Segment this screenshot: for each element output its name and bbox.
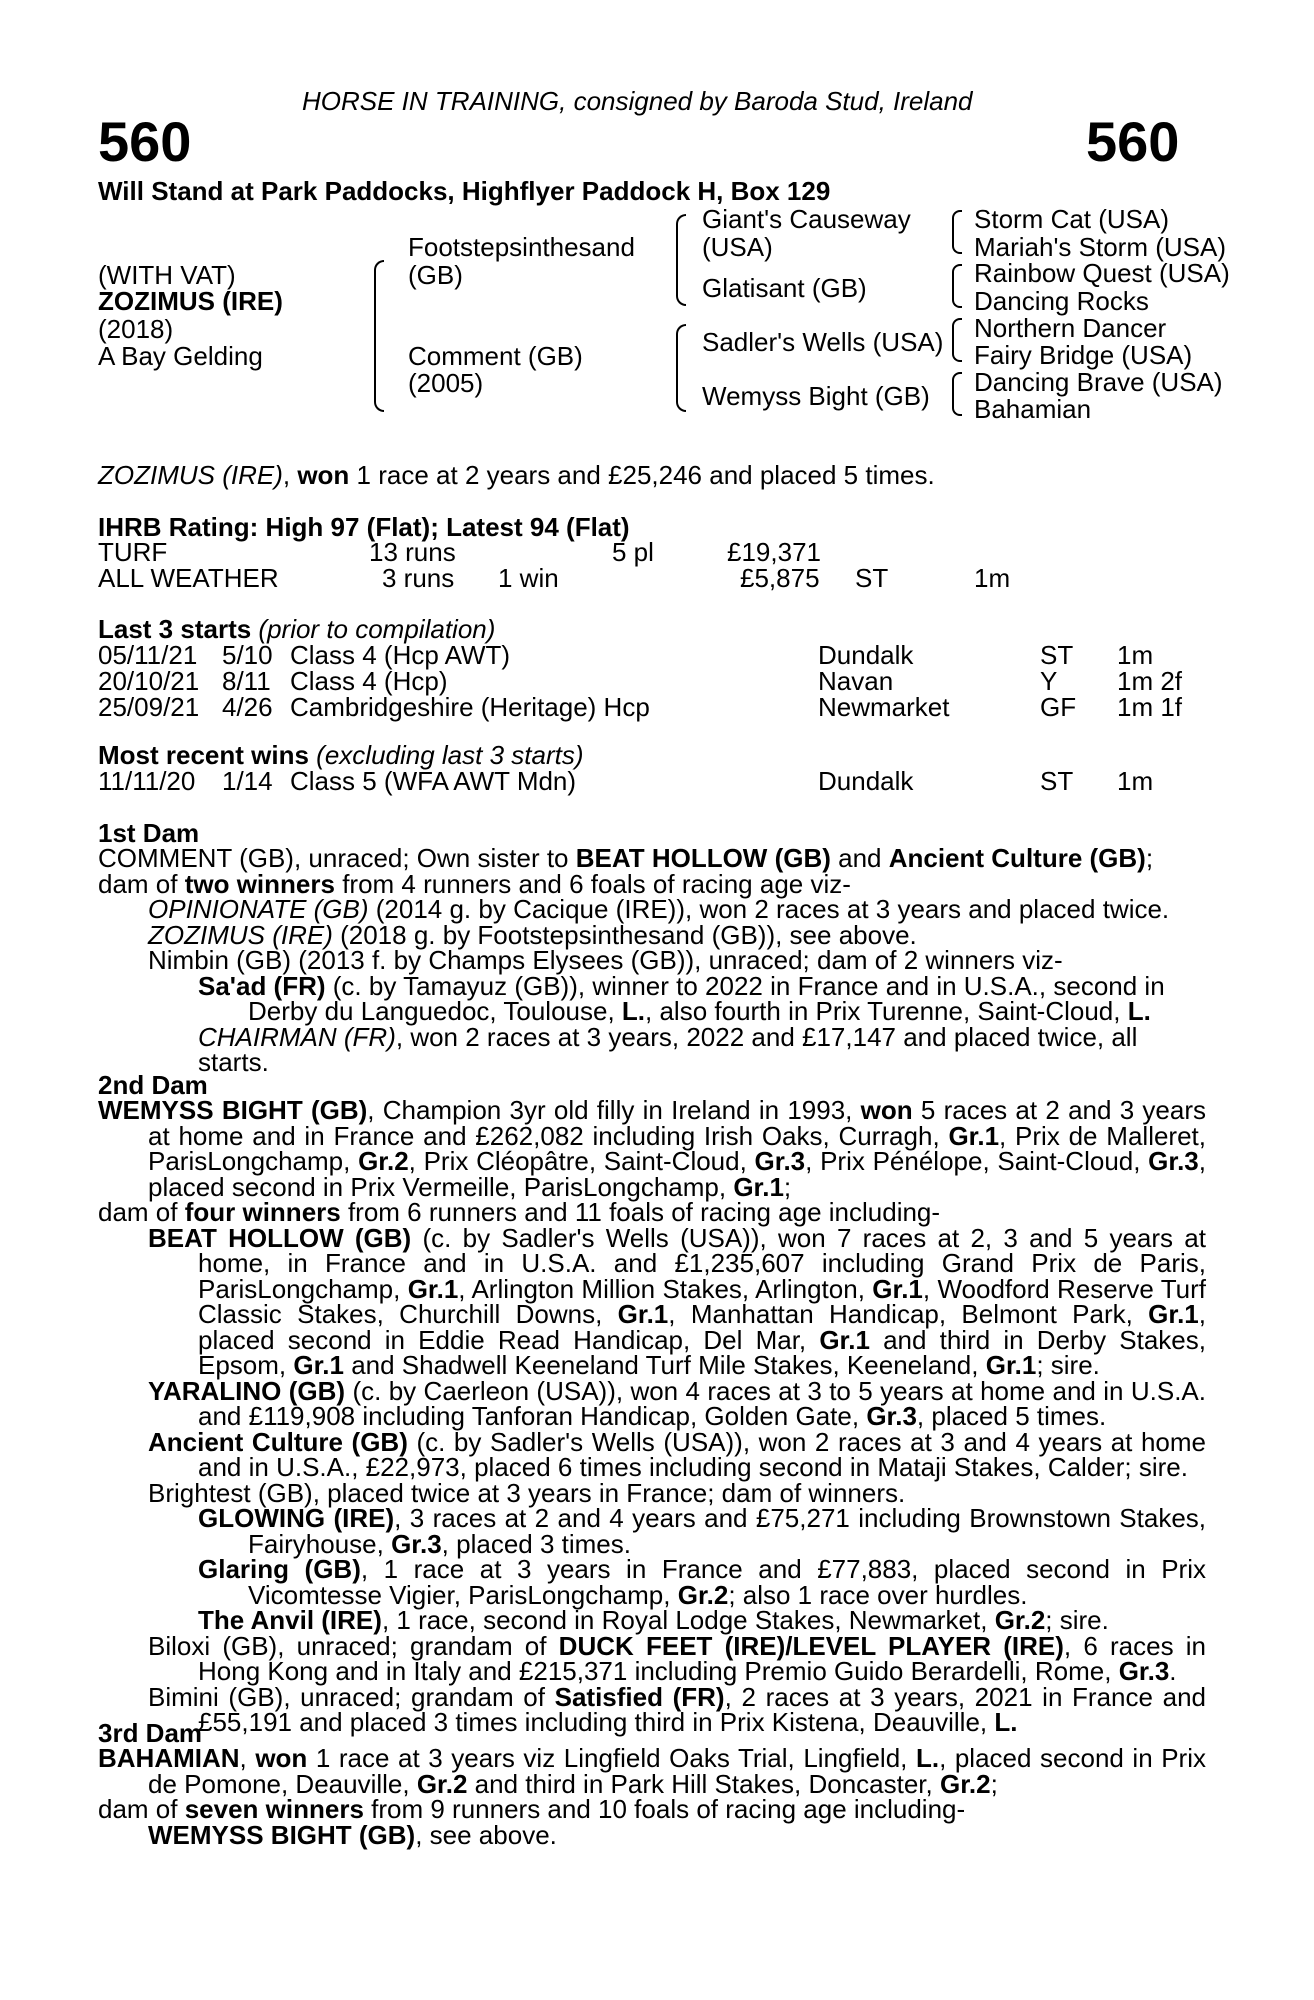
pedigree-brace xyxy=(374,260,384,412)
rating-distance: 1m xyxy=(974,563,1011,593)
row-course: Dundalk xyxy=(818,766,914,796)
progeny-ancient-culture: Ancient Culture (GB) (c. by Sadler's Wells (USA)), won 2 races at 3 and 4 years at home and in U.S.A., £22,973, placed 6 times including second in Mataji Stakes, Calder; sire. xyxy=(148,1426,1207,1482)
rating-surface: ALL WEATHER xyxy=(98,563,279,593)
sds: Rainbow Quest (USA) xyxy=(974,258,1230,288)
row-pos: 1/14 xyxy=(222,766,273,796)
ddd: Bahamian xyxy=(974,394,1092,424)
row-date: 05/11/21 xyxy=(98,640,198,670)
rating-money: £19,371 xyxy=(727,537,821,567)
progeny-biloxi: Biloxi (GB), unraced; grandam of DUCK FEET (IRE)/LEVEL PLAYER (IRE), 6 races in Hong Kong and in Italy and £215,371 including Premio Guido Berardelli, Rome, Gr.3. xyxy=(148,1630,1206,1686)
last-starts-note: (prior to compilation) xyxy=(258,614,496,644)
horse-name: ZOZIMUS (IRE) xyxy=(98,286,283,316)
row-distance: 1m xyxy=(1117,766,1154,796)
row-date: 20/10/21 xyxy=(98,666,200,696)
row-distance: 1m xyxy=(1117,640,1154,670)
pedigree-brace xyxy=(952,318,962,362)
row-going: ST xyxy=(1040,640,1074,670)
rating-runs: 13 runs xyxy=(369,537,456,567)
row-going: Y xyxy=(1040,666,1058,696)
last-starts-title: Last 3 starts xyxy=(98,614,252,644)
sss: Storm Cat (USA) xyxy=(974,204,1170,234)
sire-dam: Glatisant (GB) xyxy=(702,273,867,303)
second-dam-section: WEMYSS BIGHT (GB), Champion 3yr old filly in Ireland in 1993, won 5 races at 2 and 3 years at home and in France and £262,082 including Irish Oaks, Curragh, Gr.1, Prix de Malleret, ParisLongchamp, Gr.2, Prix Cléopâtre, Saint-Cloud, Gr.3, Prix Pénélope, Saint-Cloud, Gr.3, placed second in Prix Vermeille, ParisLongchamp, Gr.1; dam of four winners from 6 runners and 11 foals of racing age including- BEAT HOLLOW (GB) (c. by Sadler's Wells (USA)), won 7 races at 2, 3 and 5 years at home, in France and in U.S.A. and £1,235,607 including Grand Prix de Paris, ParisLongchamp, Gr.1, Arlington Million Stakes, Arlington, Gr.1, Woodford Reserve Turf Classic Stakes, Churchill Downs, Gr.1, Manhattan Handicap, Belmont Park, Gr.1, placed second in Eddie Read Handicap, Del Mar, Gr.1 and third in Derby Stakes, Epsom, Gr.1 and Shadwell Keeneland Turf Mile Stakes, Keeneland, Gr.1; sire. YARALINO (GB) (c. by Caerleon (USA)), won 4 races at 3 to 5 years at home and in U.S.A. and £119,908 including Tanforan Handicap, Golden Gate, Gr.3, placed 5 times. Ancient Culture (GB) (c. by Sadler's Wells (USA)), won 2 races at 3 and 4 years at home and in U.S.A., £22,973, placed 6 times including second in Mataji Stakes, Calder; sire. Brightest (GB), placed twice at 3 years in France; dam of winners. GLOWING (IRE), 3 races at 2 and 4 years and £75,271 including Brownstown Stakes, Fairyhouse, Gr.3, placed 3 times. Glaring (GB), 1 race at 3 years in France and £77,883, placed second in Prix Vicomtesse Vigier, ParisLongchamp, Gr.2; also 1 race over hurdles. The Anvil (IRE), 1 race, second in Royal Lodge Stakes, Newmarket, Gr.2; sire. Biloxi (GB), unraced; grandam of DUCK FEET (IRE)/LEVEL PLAYER (IRE), 6 races in Hong Kong and in Italy and £215,371 including Premio Guido Berardelli, Rome, Gr.3. Bimini (GB), unraced; grandam of Satisfied (FR), 2 races at 3 years, 2021 in France and £55,191 and placed 3 times including third in Prix Kistena, Deauville, L. xyxy=(98,1095,1207,1737)
summary-text: 1 race at 2 years and £25,246 and placed 5 times. xyxy=(349,460,935,490)
row-distance: 1m 1f xyxy=(1117,692,1183,722)
recent-wins-title: Most recent wins xyxy=(98,740,309,770)
sdd: Dancing Rocks xyxy=(974,286,1149,316)
second-dam-record: WEMYSS BIGHT (GB), Champion 3yr old filly in Ireland in 1993, won 5 races at 2 and 3 years at home and in France and £262,082 including Irish Oaks, Curragh, Gr.1, Prix de Malleret, ParisLongchamp, Gr.2, Prix Cléopâtre, Saint-Cloud, Gr.3, Prix Pénélope, Saint-Cloud, Gr.3, placed second in Prix Vermeille, ParisLongchamp, Gr.1; xyxy=(98,1095,1206,1202)
progeny-glaring: Glaring (GB), 1 race at 3 years in France and £77,883, placed second in Prix Vicomtesse Vigier, ParisLongchamp, Gr.2; also 1 race over hurdles. xyxy=(198,1554,1206,1610)
page-header-title: HORSE IN TRAINING, consigned by Baroda Stud, Ireland xyxy=(302,86,973,116)
row-going: GF xyxy=(1040,692,1077,722)
sire-suffix: (GB) xyxy=(408,260,463,290)
row-course: Newmarket xyxy=(818,692,950,722)
dam-dam: Wemyss Bight (GB) xyxy=(702,381,930,411)
race-summary: ZOZIMUS (IRE), won 1 race at 2 years and £25,246 and placed 5 times. xyxy=(98,460,935,490)
rating-going: ST xyxy=(855,563,889,593)
pedigree-brace xyxy=(952,210,962,254)
row-race: Class 5 (WFA AWT Mdn) xyxy=(290,766,577,796)
dam-suffix: (2005) xyxy=(408,368,484,398)
third-dam-title: 3rd Dam xyxy=(98,1718,203,1748)
row-distance: 1m 2f xyxy=(1117,666,1183,696)
row-race: Cambridgeshire (Heritage) Hcp xyxy=(290,692,650,722)
rating-placed: 5 pl xyxy=(612,537,654,567)
row-going: ST xyxy=(1040,766,1074,796)
third-dam-section: BAHAMIAN, won 1 race at 3 years viz Lingfield Oaks Trial, Lingfield, L., placed second in Prix de Pomone, Deauville, Gr.2 and third in Park Hill Stakes, Doncaster, Gr.2; dam of seven winners from 9 runners and 10 foals of racing age including- WEMYSS BIGHT (GB), see above. xyxy=(98,1743,1206,1850)
location: Will Stand at Park Paddocks, Highflyer Paddock H, Box 129 xyxy=(98,176,831,206)
first-dam-section: COMMENT (GB), unraced; Own sister to BEAT HOLLOW (GB) and Ancient Culture (GB); dam of two winners from 4 runners and 6 foals of racing age viz- OPINIONATE (GB) (2014 g. by Cacique (IRE)), won 2 races at 3 years and placed twice. ZOZIMUS (IRE) (2018 g. by Footstepsinthesand (GB)), see above. Nimbin (GB) (2013 f. by Champs Elysees (GB)), unraced; dam of 2 winners viz- Sa'ad (FR) (c. by Tamayuz (GB)), winner to 2022 in France and in U.S.A., second in Derby du Languedoc, Toulouse, L., also fourth in Prix Turenne, Saint-Cloud, L. CHAIRMAN (FR), won 2 races at 3 years, 2022 and £17,147 and placed twice, all starts. xyxy=(98,843,1170,1077)
recent-wins-heading xyxy=(98,742,584,768)
vat-label: (WITH VAT) xyxy=(98,260,236,290)
dds: Dancing Brave (USA) xyxy=(974,367,1223,397)
progeny-beat-hollow: BEAT HOLLOW (GB) (c. by Sadler's Wells (USA)), won 7 races at 2, 3 and 5 years at home, in France and in U.S.A. and £1,235,607 including Grand Prix de Paris, ParisLongchamp, Gr.1, Arlington Million Stakes, Arlington, Gr.1, Woodford Reserve Turf Classic Stakes, Churchill Downs, Gr.1, Manhattan Handicap, Belmont Park, Gr.1, placed second in Eddie Read Handicap, Del Mar, Gr.1 and third in Derby Stakes, Epsom, Gr.1 and Shadwell Keeneland Turf Mile Stakes, Keeneland, Gr.1; sire. xyxy=(148,1222,1207,1380)
progeny-the-anvil: The Anvil (IRE), 1 race, second in Royal Lodge Stakes, Newmarket, Gr.2; sire. xyxy=(198,1605,1109,1635)
row-date: 25/09/21 xyxy=(98,692,200,722)
dam-sire: Sadler's Wells (USA) xyxy=(702,327,944,357)
ssd: Mariah's Storm (USA) xyxy=(974,232,1227,262)
sire-sire: Giant's Causeway xyxy=(702,204,911,234)
pedigree-brace xyxy=(676,324,686,412)
recent-wins-note: (excluding last 3 starts) xyxy=(316,740,584,770)
rating-title: IHRB Rating: High 97 (Flat); Latest 94 (Flat) xyxy=(98,512,630,542)
summary-name: ZOZIMUS (IRE) xyxy=(98,460,283,490)
lot-number-left: 560 xyxy=(98,110,192,173)
rating-money: £5,875 xyxy=(740,563,820,593)
dsd: Fairy Bridge (USA) xyxy=(974,340,1193,370)
row-course: Dundalk xyxy=(818,640,914,670)
pedigree-brace xyxy=(952,372,962,416)
rating-runs: 3 runs xyxy=(382,563,455,593)
row-pos: 4/26 xyxy=(222,692,273,722)
row-race: Class 4 (Hcp) xyxy=(290,666,448,696)
second-dam-title: 2nd Dam xyxy=(98,1070,208,1100)
row-pos: 8/11 xyxy=(222,666,271,696)
horse-year: (2018) xyxy=(98,314,174,344)
sire: Footstepsinthesand xyxy=(408,232,635,262)
dam: Comment (GB) xyxy=(408,341,583,371)
third-dam-record: BAHAMIAN, won 1 race at 3 years viz Lingfield Oaks Trial, Lingfield, L., placed second in Prix de Pomone, Deauville, Gr.2 and third in Park Hill Stakes, Doncaster, Gr.2; xyxy=(98,1743,1206,1799)
row-course: Navan xyxy=(818,666,894,696)
summary-won: won xyxy=(297,460,350,490)
progeny-yaralino: YARALINO (GB) (c. by Caerleon (USA)), won 4 races at 3 to 5 years at home and in U.S.A. and £119,908 including Tanforan Handicap, Golden Gate, Gr.3, placed 5 times. xyxy=(148,1375,1206,1431)
row-date: 11/11/20 xyxy=(98,766,196,796)
progeny-glowing: GLOWING (IRE), 3 races at 2 and 4 years and £75,271 including Brownstown Stakes, Fairyhouse, Gr.3, placed 3 times. xyxy=(198,1503,1206,1559)
first-dam-title: 1st Dam xyxy=(98,818,200,848)
row-pos: 5/10 xyxy=(222,640,273,670)
last-starts-heading xyxy=(98,616,495,642)
pedigree-brace xyxy=(952,264,962,308)
dss: Northern Dancer xyxy=(974,313,1167,343)
rating-surface: TURF xyxy=(98,537,168,567)
row-race: Class 4 (Hcp AWT) xyxy=(290,640,511,670)
sire-sire-suffix: (USA) xyxy=(702,232,773,262)
horse-description: A Bay Gelding xyxy=(98,341,263,371)
progeny-brightest: Brightest (GB), placed twice at 3 years in France; dam of winners. xyxy=(148,1477,906,1508)
rating-wins: 1 win xyxy=(498,563,559,593)
pedigree-brace xyxy=(676,214,686,306)
progeny-bimini: Bimini (GB), unraced; grandam of Satisfied (FR), 2 races at 3 years, 2021 in France and £55,191 and placed 3 times including third in Prix Kistena, Deauville, L. xyxy=(148,1681,1206,1737)
lot-number-right: 560 xyxy=(1086,110,1180,173)
